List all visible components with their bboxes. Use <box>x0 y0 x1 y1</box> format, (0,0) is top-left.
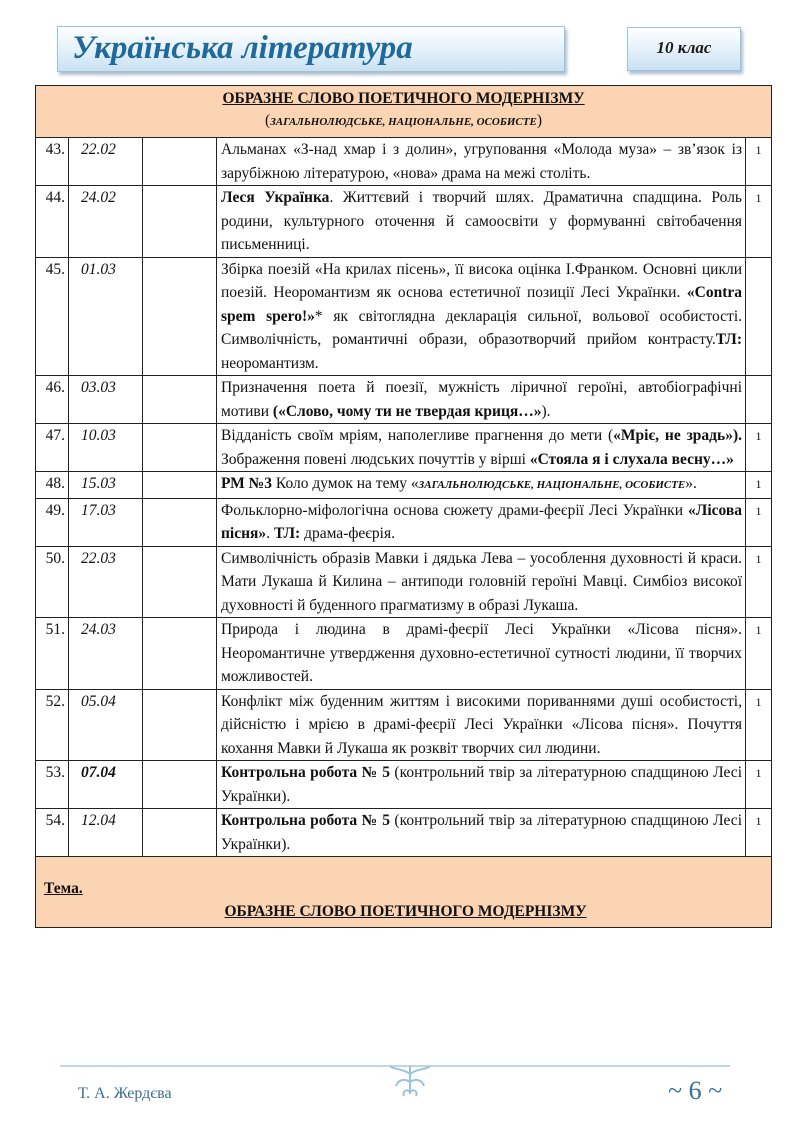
section-subtitle: (ЗАГАЛЬНОЛЮДСЬКЕ, НАЦІОНАЛЬНЕ, ОСОБИСТЕ) <box>265 112 542 129</box>
theme-label: Тема. <box>44 880 83 897</box>
empty-cell <box>143 689 217 761</box>
lesson-topic: Конфлікт між буденним життям і високими пориваннями душі особистості, дійсністю і мрією в драмі-феєрії Лесі Українки «Лісова пісня». Почуття кохання Мавки й Лукаша як розквіт творчих сил людини. <box>217 689 746 761</box>
empty-cell <box>143 546 217 618</box>
table-row <box>36 761 772 809</box>
lesson-number: 45. <box>36 257 69 376</box>
lesson-date: 01.03 <box>69 257 143 376</box>
section-header <box>36 86 772 138</box>
empty-cell <box>143 618 217 690</box>
lesson-topic: Контрольна робота № 5 (контрольний твір за літературною спадщиною Лесі Українки). <box>217 809 746 857</box>
lesson-hours: 1 <box>746 761 772 809</box>
lesson-date: 05.04 <box>69 689 143 761</box>
lesson-hours: 1 <box>746 498 772 546</box>
lesson-hours <box>746 257 772 376</box>
lesson-number: 48. <box>36 472 69 499</box>
lesson-hours: 1 <box>746 546 772 618</box>
lesson-topic: Символічність образів Мавки і дядька Лева – уособлення духовності й краси. Мати Лукаша й Килина – антиподи головній героїні Мавці. Симбіоз високої духовності й буденного прагматизму в образі Лукаша. <box>217 546 746 618</box>
empty-cell <box>143 809 217 857</box>
theme-row <box>36 857 772 928</box>
lesson-topic: Природа і людина в драмі-феєрії Лесі Українки «Лісова пісня». Неоромантичне утвердження духовно-естетичної сутності людини, її творчих можливостей. <box>217 618 746 690</box>
lesson-date: 15.03 <box>69 472 143 499</box>
lesson-hours: 1 <box>746 424 772 472</box>
lesson-number: 44. <box>36 186 69 258</box>
lesson-date: 03.03 <box>69 376 143 424</box>
table-row <box>36 138 772 186</box>
section-title: ОБРАЗНЕ СЛОВО ПОЕТИЧНОГО МОДЕРНІЗМУ <box>222 90 585 107</box>
lesson-hours <box>746 376 772 424</box>
lesson-topic: Відданість своїм мріям, наполегливе прагнення до мети («Мріє, не зрадь»). Зображення повені людських почуттів у вірші «Стояла я і слухала весну…» <box>217 424 746 472</box>
lesson-topic: Леся Українка. Життєвий і творчий шлях. Драматична спадщина. Роль родини, культурного оточення й самоосвіти у формуванні світобачення письменниці. <box>217 186 746 258</box>
empty-cell <box>143 498 217 546</box>
table-row <box>36 424 772 472</box>
table-row <box>36 618 772 690</box>
lesson-hours: 1 <box>746 472 772 499</box>
lesson-number: 54. <box>36 809 69 857</box>
lesson-topic: Збірка поезій «На крилах пісень», її висока оцінка І.Франком. Основні цикли поезій. Неоромантизм як основа естетичної позиції Лесі Українки. «Contra spem spero!»* як світоглядна декларація сильної, вольової особистості. Символічність, романтичні образи, образотворчий прийом контрасту.ТЛ: неоромантизм. <box>217 257 746 376</box>
table-row <box>36 498 772 546</box>
author-name: Т. А. Жердєва <box>78 1085 172 1102</box>
table-row <box>36 186 772 258</box>
grade-banner <box>627 27 741 71</box>
lesson-hours: 1 <box>746 689 772 761</box>
lesson-hours: 1 <box>746 186 772 258</box>
table-row <box>36 809 772 857</box>
lesson-number: 43. <box>36 138 69 186</box>
lesson-date: 22.02 <box>69 138 143 186</box>
lesson-topic: РМ №3 Коло думок на тему «ЗАГАЛЬНОЛЮДСЬКЕ, НАЦІОНАЛЬНЕ, ОСОБИСТЕ». <box>217 472 746 499</box>
lesson-hours: 1 <box>746 809 772 857</box>
lesson-topic: Контрольна робота № 5 (контрольний твір за літературною спадщиною Лесі Українки). <box>217 761 746 809</box>
lesson-date: 22.03 <box>69 546 143 618</box>
lesson-date: 24.03 <box>69 618 143 690</box>
lesson-plan-table <box>35 85 772 928</box>
empty-cell <box>143 472 217 499</box>
theme-title: ОБРАЗНЕ СЛОВО ПОЕТИЧНОГО МОДЕРНІЗМУ <box>224 902 587 920</box>
lesson-topic: Альманах «З-над хмар і з долин», угруповання «Молода муза» – зв’язок із зарубіжною літературою, «нова» драма на межі століть. <box>217 138 746 186</box>
lesson-number: 46. <box>36 376 69 424</box>
lesson-date: 12.04 <box>69 809 143 857</box>
lesson-hours: 1 <box>746 618 772 690</box>
theme-block <box>36 857 772 928</box>
lesson-date: 07.04 <box>69 761 143 809</box>
page-number: ~ 6 ~ <box>668 1076 723 1105</box>
empty-cell <box>143 376 217 424</box>
lesson-number: 47. <box>36 424 69 472</box>
lesson-number: 52. <box>36 689 69 761</box>
subject-title: Українська література <box>72 30 413 66</box>
lesson-date: 17.03 <box>69 498 143 546</box>
lesson-topic: Призначення поета й поезії, мужність ліричної героїні, автобіографічні мотиви («Слово, чому ти не твердая криця…»). <box>217 376 746 424</box>
table-row <box>36 689 772 761</box>
lesson-date: 24.02 <box>69 186 143 258</box>
flourish-ornament-icon <box>386 1062 434 1098</box>
empty-cell <box>143 761 217 809</box>
lesson-number: 53. <box>36 761 69 809</box>
table-row <box>36 257 772 376</box>
section-header-row <box>36 86 772 138</box>
lesson-number: 51. <box>36 618 69 690</box>
grade-label: 10 клас <box>656 38 712 57</box>
table-row <box>36 546 772 618</box>
lesson-number: 50. <box>36 546 69 618</box>
lesson-hours: 1 <box>746 138 772 186</box>
lesson-topic: Фольклорно-міфологічна основа сюжету драми-феєрії Лесі Українки «Лісова пісня». ТЛ: драма-феєрія. <box>217 498 746 546</box>
table-row <box>36 472 772 499</box>
empty-cell <box>143 138 217 186</box>
subject-title-banner <box>57 26 565 72</box>
empty-cell <box>143 257 217 376</box>
empty-cell <box>143 186 217 258</box>
table-row <box>36 376 772 424</box>
empty-cell <box>143 424 217 472</box>
lesson-date: 10.03 <box>69 424 143 472</box>
lesson-number: 49. <box>36 498 69 546</box>
